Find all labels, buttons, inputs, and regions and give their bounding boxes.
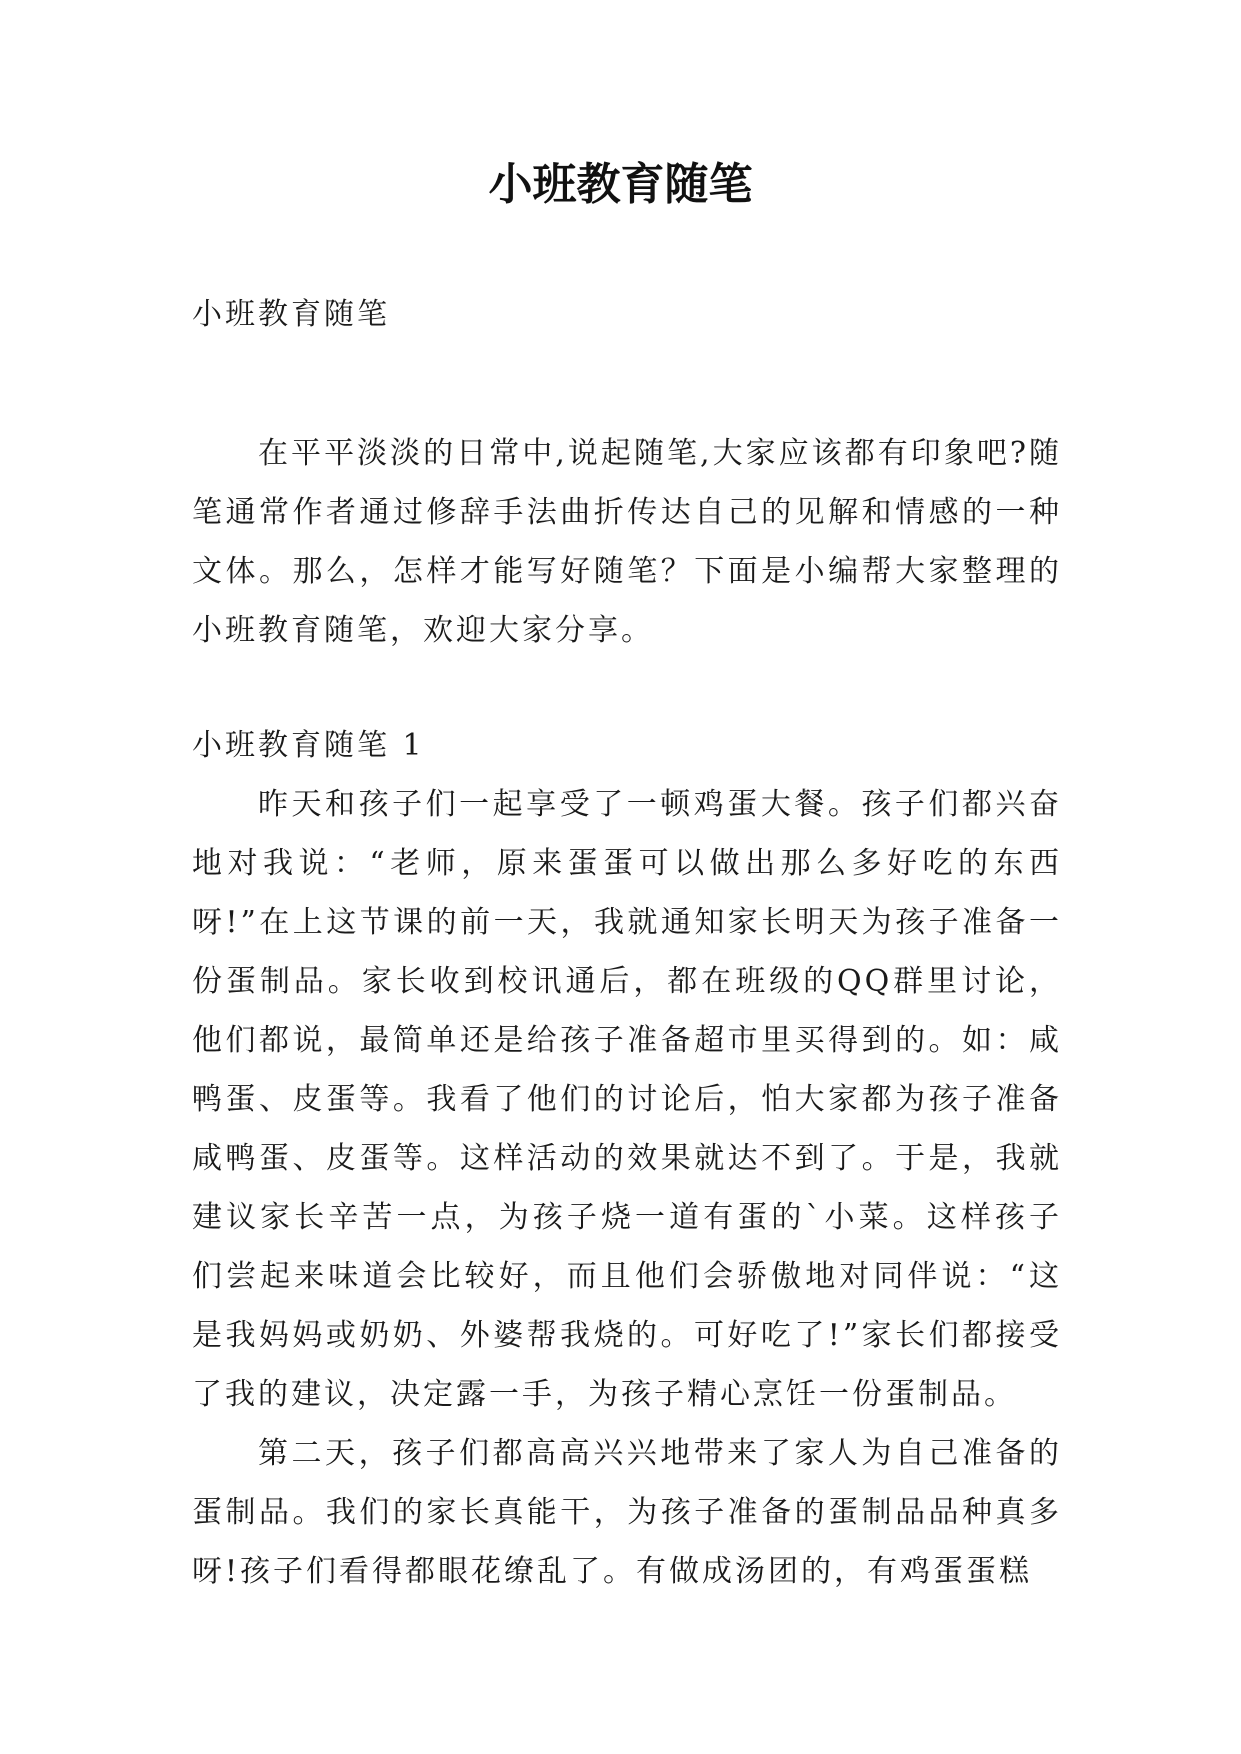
section-heading: 小班教育随笔 1 [192,728,425,763]
body-paragraph: 第二天，孩子们都高高兴兴地带来了家人为自己准备的蛋制品。我们的家长真能干，为孩子准备的蛋制品品种真多呀!孩子们看得都眼花缭乱了。有做成汤团的，有鸡蛋蛋糕 [192,1436,1062,1589]
document-body [192,285,1062,1601]
document-subtitle: 小班教育随笔 [192,297,390,332]
spacer [192,344,1062,424]
spacer [192,660,1062,716]
intro-paragraph: 在平平淡淡的日常中,说起随笔,大家应该都有印象吧?随笔通常作者通过修辞手法曲折传达自己的见解和情感的一种文体。那么，怎样才能写好随笔？下面是小编帮大家整理的小班教育随笔，欢迎大家分享。 [192,436,1062,648]
body-paragraph: 昨天和孩子们一起享受了一顿鸡蛋大餐。孩子们都兴奋地对我说：“老师，原来蛋蛋可以做出那么多好吃的东西呀!”在上这节课的前一天，我就通知家长明天为孩子准备一份蛋制品。家长收到校讯通后，都在班级的QQ群里讨论，他们都说，最简单还是给孩子准备超市里买得到的。如：咸鸭蛋、皮蛋等。我看了他们的讨论后，怕大家都为孩子准备咸鸭蛋、皮蛋等。这样活动的效果就达不到了。于是，我就建议家长辛苦一点，为孩子烧一道有蛋的`小菜。这样孩子们尝起来味道会比较好，而且他们会骄傲地对同伴说：“这是我妈妈或奶奶、外婆帮我烧的。可好吃了!”家长们都接受了我的建议，决定露一手，为孩子精心烹饪一份蛋制品。 [192,787,1062,1412]
document-title: 小班教育随笔 [488,159,753,210]
